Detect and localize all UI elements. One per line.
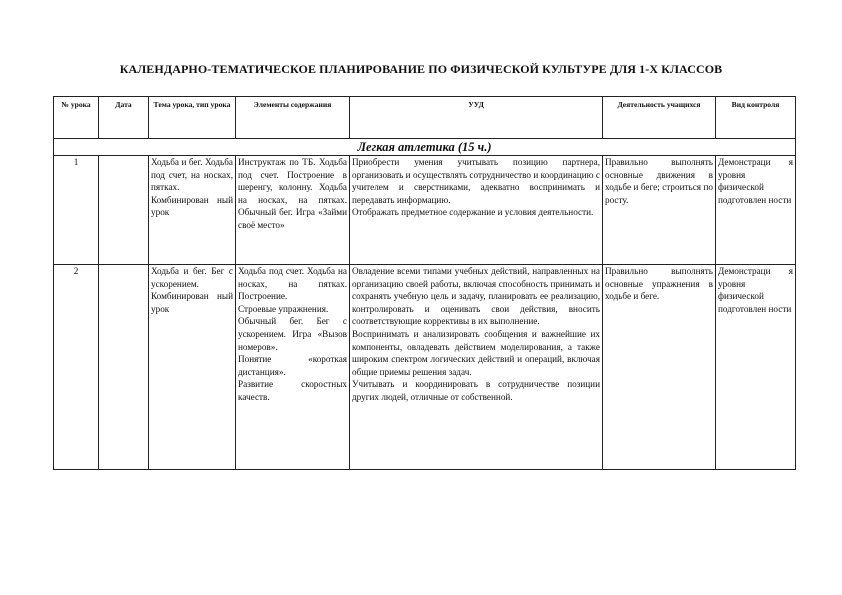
table-row xyxy=(54,156,796,265)
control-type xyxy=(716,156,796,265)
uud-paragraph: Приобрести умения учитывать позицию партнера, организовать и осуществлять сотрудничество и координацию с учителем и сверстниками, адекватно воспринимать и передавать информацию. xyxy=(352,157,600,205)
header-content-elements: Элементы содержания xyxy=(236,97,350,139)
content-elements xyxy=(236,265,350,470)
lesson-type: Комбинирован ный урок xyxy=(151,291,233,314)
student-activity xyxy=(603,156,716,265)
header-row xyxy=(54,97,796,139)
lesson-topic xyxy=(149,156,236,265)
header-lesson-number: № урока xyxy=(54,97,99,139)
element-line: Обычный бег. Бег с ускорением. Игра «Вызов номеров». xyxy=(238,316,347,352)
topic-line: Ходьба и бег. Бег с ускорением. xyxy=(151,266,233,289)
uud-cell xyxy=(350,156,603,265)
uud-paragraph: Учитывать и координировать в сотрудничестве позиции других людей, отличные от собственной. xyxy=(352,379,600,402)
section-row xyxy=(54,139,796,156)
lesson-date xyxy=(99,265,149,470)
lesson-date xyxy=(99,156,149,265)
uud-paragraph: Овладение всеми типами учебных действий, направленных на организацию своей работы, включая способность принимать и сохранять учебную цель и задачу, планировать ее реализацию, контролировать и оценивать свои действия, вносить соответствующие коррективы в их выполнение. xyxy=(352,266,600,327)
activity-text: Правильно выполнять основные упражнения в ходьбе и беге. xyxy=(605,266,713,302)
element-line: Развитие скоростных качеств. xyxy=(238,379,347,402)
header-uud: УУД xyxy=(350,97,603,139)
control-type xyxy=(716,265,796,470)
lesson-type: Комбинирован ный урок xyxy=(151,194,233,218)
planning-table xyxy=(53,96,796,470)
element-line: Ходьба под счет. Ходьба на носках, на пятках. Построение. xyxy=(238,266,347,302)
element-line: Строевые упражнения. xyxy=(238,303,329,314)
student-activity xyxy=(603,265,716,470)
header-control-type: Вид контроля xyxy=(716,97,796,139)
topic-line: Ходьба и бег. Ходьба под счет, на носках, пятках. xyxy=(151,157,233,193)
header-date: Дата xyxy=(99,97,149,139)
activity-text: Правильно выполнять основные движения в ходьбе и беге; строиться по росту. xyxy=(605,157,713,205)
content-elements xyxy=(236,156,350,265)
header-topic: Тема урока, тип урока xyxy=(149,97,236,139)
lesson-topic xyxy=(149,265,236,470)
section-title: Легкая атлетика (15 ч.) xyxy=(54,139,796,156)
table-row xyxy=(54,265,796,470)
lesson-number: 1 xyxy=(54,156,99,265)
document-title: КАЛЕНДАРНО-ТЕМАТИЧЕСКОЕ ПЛАНИРОВАНИЕ ПО ФИЗИЧЕСКОЙ КУЛЬТУРЕ ДЛЯ 1-Х КЛАССОВ xyxy=(119,62,723,76)
uud-paragraph: Воспринимать и анализировать сообщения и важнейшие их компоненты, овладевать действием моделирования, а также широким спектром логических действий и операций, включая общие приемы решения задач. xyxy=(352,328,600,377)
header-student-activity: Деятельность учащихся xyxy=(603,97,716,139)
control-text: Демонстраци я уровня физической подготовлен ности xyxy=(718,157,793,205)
element-line: Инструктаж по ТБ. Ходьба под счет. Построение в шеренгу, колонну. Ходьба на носках, на пятках. Обычный бег. Игра «Займи своё место» xyxy=(238,157,347,230)
lesson-number: 2 xyxy=(54,265,99,470)
element-line: Понятие «короткая дистанция». xyxy=(238,354,347,377)
control-text: Демонстраци я уровня физической подготовлен ности xyxy=(718,266,793,314)
uud-cell xyxy=(350,265,603,470)
uud-paragraph: Отображать предметное содержание и условия деятельности. xyxy=(352,207,594,218)
